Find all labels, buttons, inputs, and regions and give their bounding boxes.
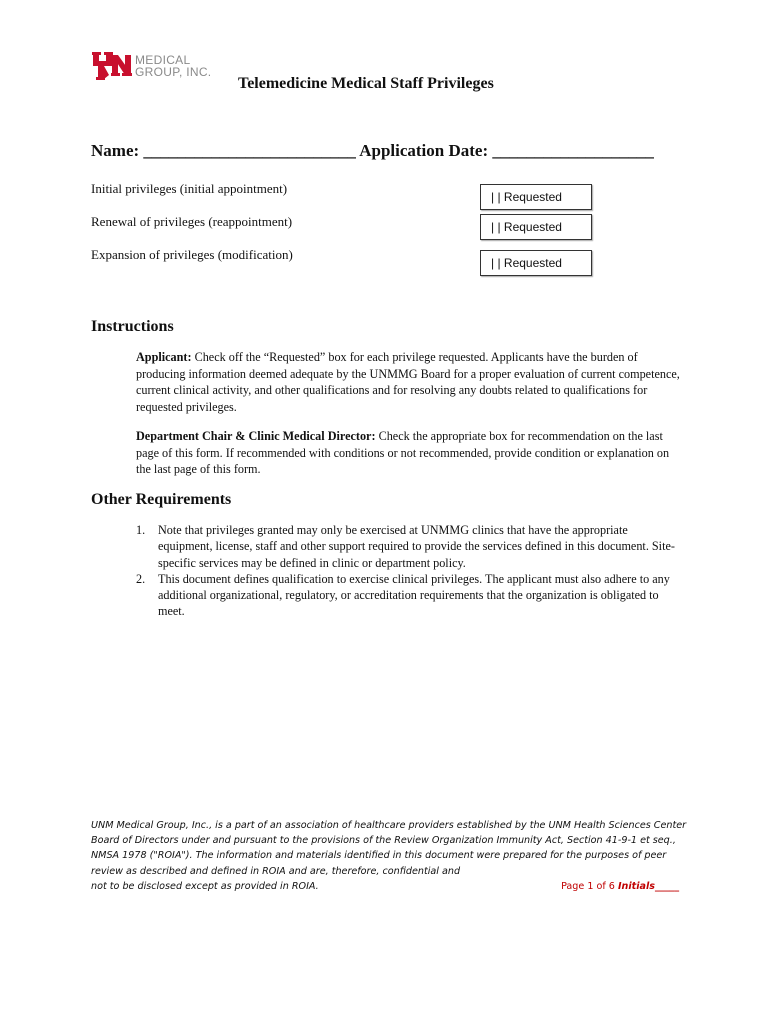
logo-text-line2: GROUP, INC. bbox=[135, 65, 212, 79]
privilege-label-expansion: Expansion of privileges (modification) bbox=[91, 247, 293, 262]
instructions-heading: Instructions bbox=[91, 318, 174, 335]
unm-logo-icon bbox=[91, 51, 133, 81]
requested-checkbox-initial[interactable]: | | Requested bbox=[480, 184, 592, 210]
list-item-number: 2. bbox=[136, 571, 146, 586]
privilege-label-renewal: Renewal of privileges (reappointment) bbox=[91, 214, 293, 229]
other-requirements-heading: Other Requirements bbox=[91, 491, 232, 508]
logo-text bbox=[135, 54, 211, 78]
chair-text: Check the appropriate box for recommendation on the last page of this form. If recommended with conditions or not recommended, provide condition or explanation on the last page of this form. bbox=[136, 429, 670, 476]
requested-checkbox-renewal[interactable]: | | Requested bbox=[480, 214, 592, 240]
document-title: Telemedicine Medical Staff Privileges bbox=[238, 75, 494, 92]
list-item bbox=[136, 522, 681, 571]
privilege-label-initial: Initial privileges (initial appointment) bbox=[91, 181, 288, 196]
initials-field[interactable]: Initials_____ bbox=[617, 880, 679, 892]
name-and-date-field[interactable]: Name: _________________________ Application Date: ___________________ bbox=[91, 141, 654, 160]
chair-instructions bbox=[136, 428, 681, 478]
footer-last-line bbox=[91, 879, 691, 894]
requested-checkbox-expansion[interactable]: | | Requested bbox=[480, 250, 592, 276]
list-item-text: Note that privileges granted may only be exercised at UNMMG clinics that have the appropriate equipment, license, staff and other support required to provide the services defined in this document. Site-specific services may be defined in clinic or department policy. bbox=[158, 523, 675, 570]
page-label: Page 1 of 6 bbox=[561, 880, 618, 892]
requirements-list bbox=[136, 522, 681, 620]
applicant-label: Applicant: bbox=[136, 350, 192, 364]
applicant-text: Check off the “Requested” box for each privilege requested. Applicants have the burden of producing information deemed adequate by the UNMMG Board for a proper evaluation of current competence, current clinical activity, and other qualifications and for resolving any doubts related to qualifications for requested privileges. bbox=[136, 350, 680, 414]
confidentiality-footer bbox=[91, 818, 691, 894]
logo-text-line1: MEDICAL bbox=[135, 53, 191, 67]
footer-last-text: not to be disclosed except as provided in ROIA. bbox=[91, 880, 319, 892]
page-number bbox=[561, 879, 679, 894]
unm-medical-group-logo bbox=[91, 51, 231, 83]
applicant-instructions bbox=[136, 349, 681, 415]
chair-label: Department Chair & Clinic Medical Director: bbox=[136, 429, 376, 443]
footer-text: UNM Medical Group, Inc., is a part of an association of healthcare providers established by the UNM Health Sciences Center Board of Directors under and pursuant to the provisions of the Review Organization Immunity Act, Section 41-9-1 et seq., NMSA 1978 ("ROIA"). The information and materials identified in this document were prepared for the purposes of peer review as described and defined in ROIA and are, therefore, confidential and bbox=[91, 820, 687, 877]
list-item bbox=[136, 571, 681, 620]
list-item-text: This document defines qualification to exercise clinical privileges. The applicant must also adhere to any additional organizational, regulatory, or accreditation requirements that the organization is obligated to meet. bbox=[158, 571, 670, 619]
list-item-number: 1. bbox=[136, 523, 146, 537]
